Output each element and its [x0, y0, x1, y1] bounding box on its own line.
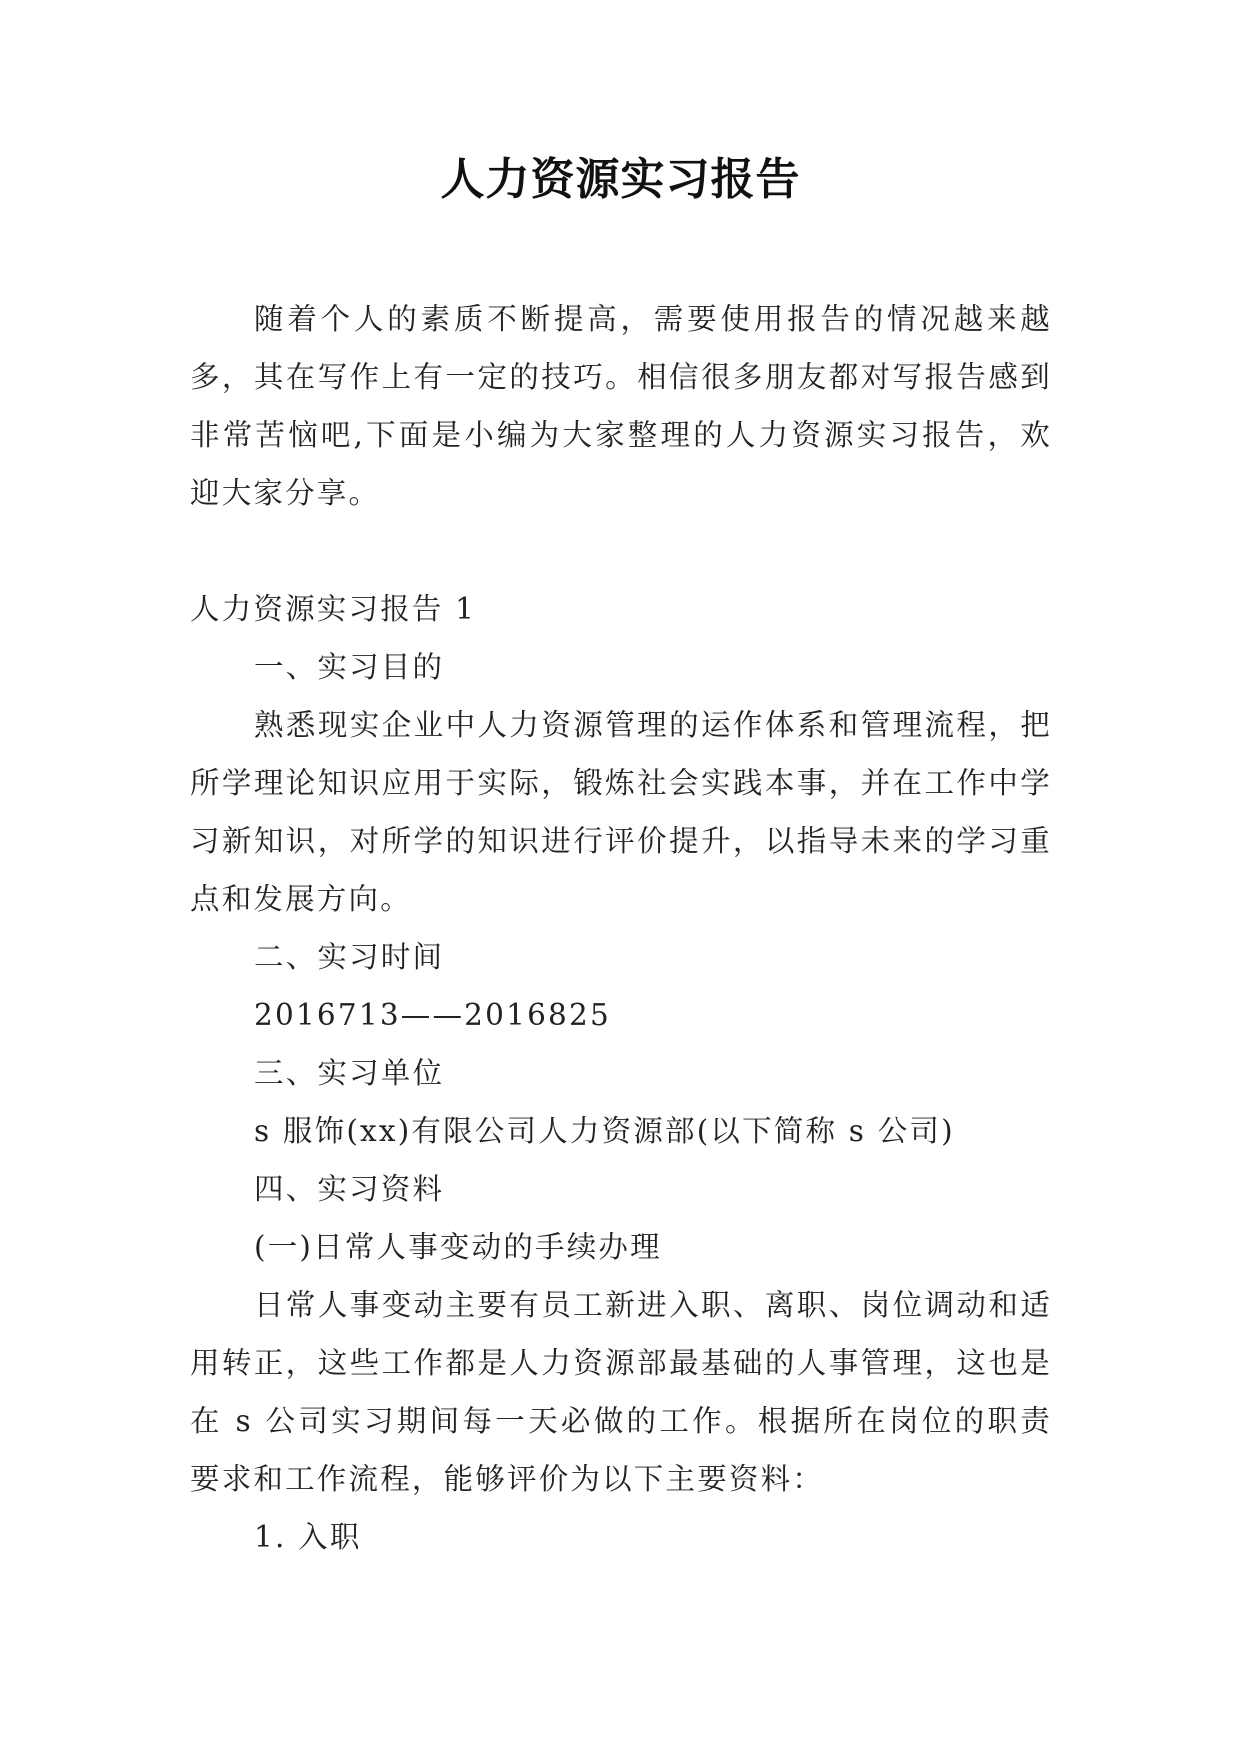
- list-item-onboarding: 1. 入职: [254, 1520, 362, 1554]
- heading-time: 二、实习时间: [254, 940, 445, 974]
- section-title: 人力资源实习报告 1: [190, 592, 477, 626]
- unit-paragraph: s 服饰(xx)有限公司人力资源部(以下简称 s 公司): [254, 1114, 955, 1148]
- purpose-paragraph: 熟悉现实企业中人力资源管理的运作体系和管理流程，把所学理论知识应用于实际，锻炼社会实践本事，并在工作中学习新知识，对所学的知识进行评价提升，以指导未来的学习重点和发展方向。: [190, 708, 1052, 916]
- paragraph-spacer: [190, 522, 1052, 580]
- heading-unit: 三、实习单位: [254, 1056, 445, 1090]
- personnel-changes-paragraph: 日常人事变动主要有员工新进入职、离职、岗位调动和适用转正，这些工作都是人力资源部最基础的人事管理，这也是在 s 公司实习期间每一天必做的工作。根据所在岗位的职责要求和工作流程，能够评价为以下主要资料：: [190, 1288, 1052, 1496]
- heading-materials: 四、实习资料: [254, 1172, 445, 1206]
- document-body: [190, 290, 1052, 1566]
- time-paragraph: 2016713——2016825: [254, 998, 611, 1032]
- intro-paragraph: 随着个人的素质不断提高，需要使用报告的情况越来越多，其在写作上有一定的技巧。相信很多朋友都对写报告感到非常苦恼吧,下面是小编为大家整理的人力资源实习报告，欢迎大家分享。: [190, 302, 1052, 510]
- heading-purpose: 一、实习目的: [254, 650, 445, 684]
- document-title: 人力资源实习报告: [440, 154, 801, 205]
- subheading-personnel-changes: (一)日常人事变动的手续办理: [254, 1230, 662, 1264]
